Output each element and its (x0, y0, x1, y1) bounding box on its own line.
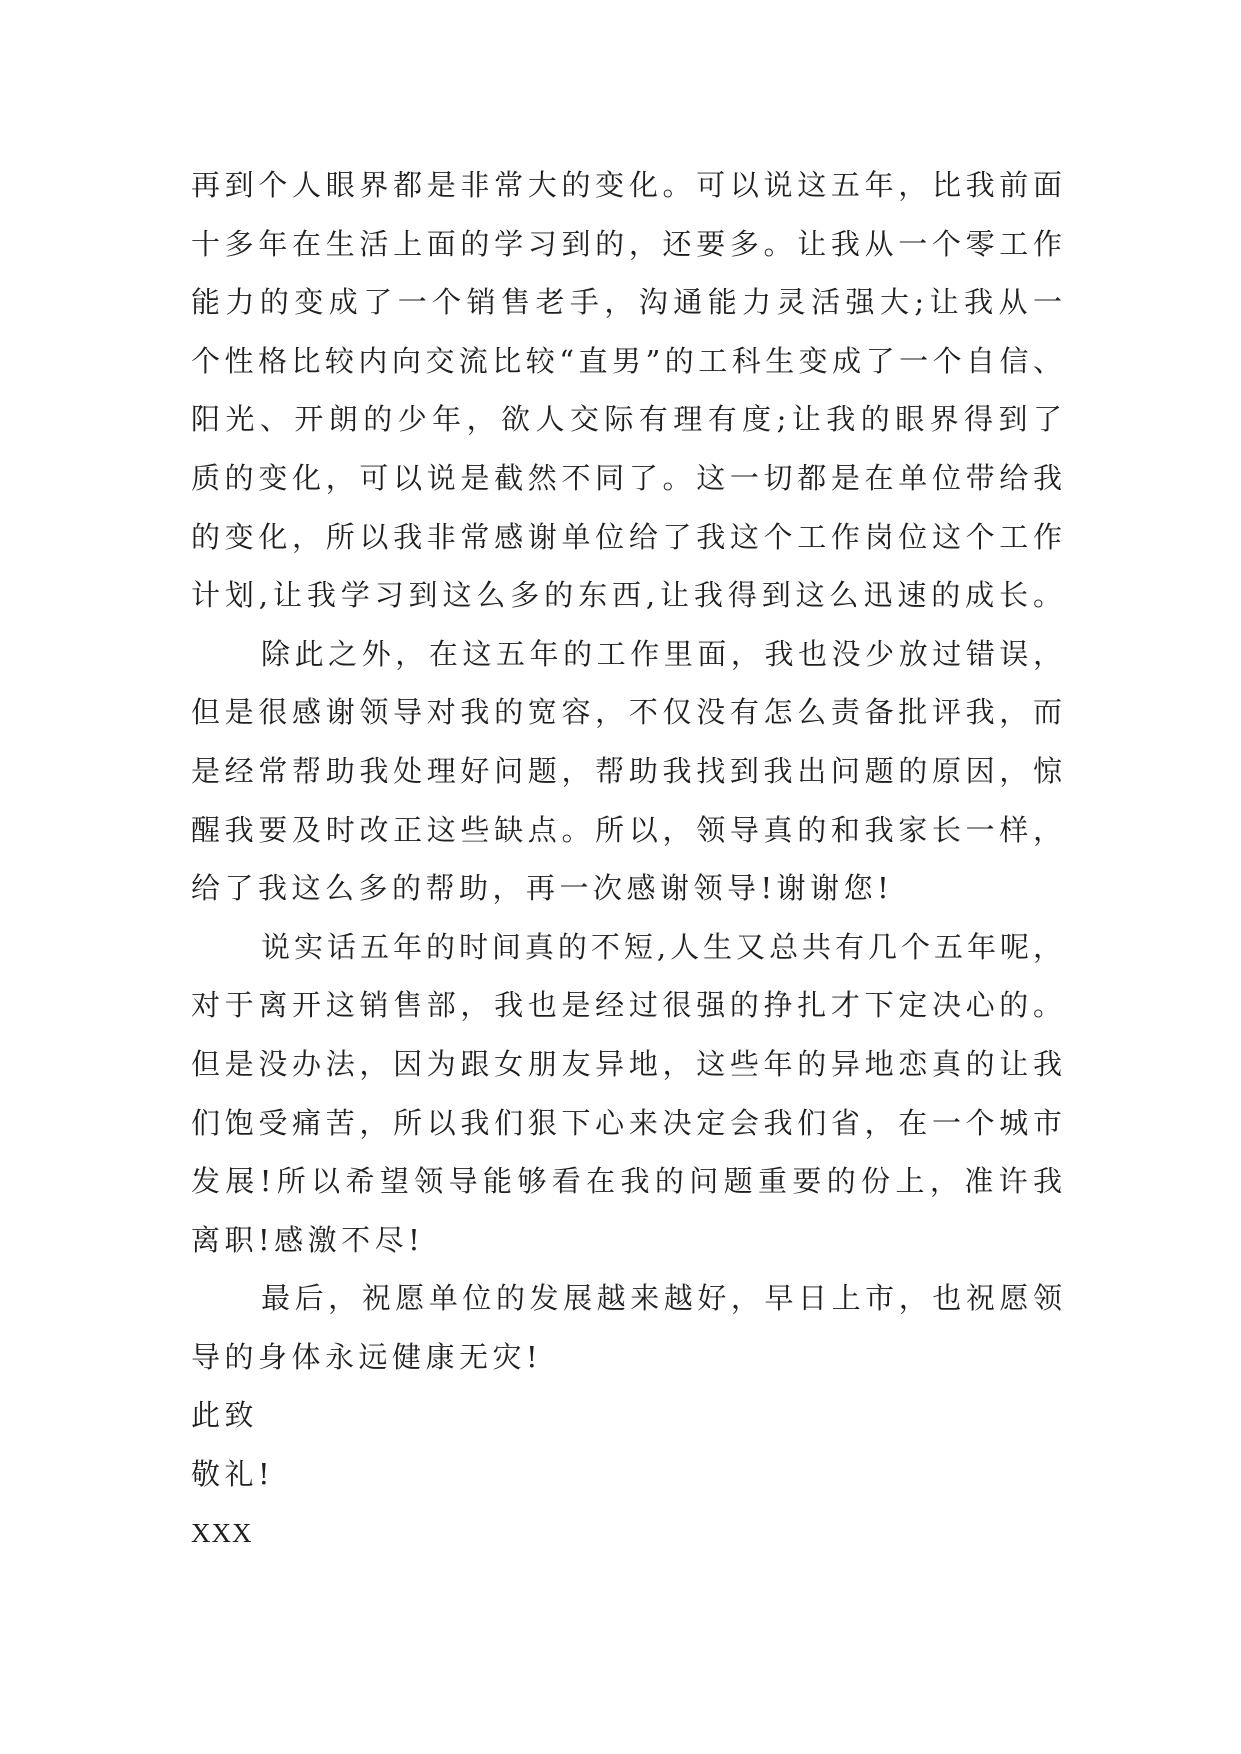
text-line: 导的身体永远健康无灾! (191, 1339, 543, 1374)
text-line: 但是没办法，因为跟女朋友异地，这些年的异地恋真的让我 (191, 1046, 1062, 1081)
text-line: 除此之外，在这五年的工作里面，我也没少放过错误， (261, 636, 1062, 671)
paragraph (191, 1269, 1062, 1386)
paragraph (191, 918, 1062, 1270)
paragraph (191, 156, 1062, 625)
text-line: 再到个人眼界都是非常大的变化。可以说这五年，比我前面 (191, 168, 1062, 202)
text-line: 说实话五年的时间真的不短,人生又总共有几个五年呢， (261, 929, 1062, 964)
text-line: 质的变化，可以说是截然不同了。这一切都是在单位带给我 (191, 460, 1062, 495)
text-line: 们饱受痛苦，所以我们狠下心来决定会我们省，在一个城市 (191, 1105, 1062, 1140)
paragraph (191, 625, 1062, 918)
text-line: 发展!所以希望领导能够看在我的问题重要的份上，准许我 (191, 1164, 1062, 1199)
text-line: 能力的变成了一个销售老手，沟通能力灵活强大;让我从一 (191, 285, 1062, 320)
text-line: 最后，祝愿单位的发展越来越好，早日上市，也祝愿领 (261, 1281, 1062, 1316)
signature: XXX (191, 1517, 253, 1548)
text-line: 醒我要及时改正这些缺点。所以，领导真的和我家长一样， (191, 812, 1062, 847)
text-line: 个性格比较内向交流比较“直男”的工科生变成了一个自信、 (191, 343, 1062, 378)
text-line: 对于离开这销售部，我也是经过很强的挣扎才下定决心的。 (191, 988, 1062, 1023)
closing-salutation: 此致 (191, 1398, 259, 1433)
closing-regards: 敬礼! (191, 1457, 275, 1492)
letter-body (191, 156, 1062, 1562)
text-line: 阳光、开朗的少年，欲人交际有理有度;让我的眼界得到了 (191, 402, 1062, 437)
text-line: 是经常帮助我处理好问题，帮助我找到我出问题的原因，惊 (191, 753, 1062, 788)
text-line: 但是很感谢领导对我的宽容，不仅没有怎么责备批评我，而 (191, 695, 1062, 730)
text-line: 十多年在生活上面的学习到的，还要多。让我从一个零工作 (191, 226, 1062, 261)
text-line: 给了我这么多的帮助，再一次感谢领导!谢谢您! (191, 871, 894, 906)
text-line: 计划,让我学习到这么多的东西,让我得到这么迅速的成长。 (191, 578, 1062, 613)
text-line: 的变化，所以我非常感谢单位给了我这个工作岗位这个工作 (191, 519, 1062, 554)
text-line: 离职!感激不尽! (191, 1222, 425, 1257)
